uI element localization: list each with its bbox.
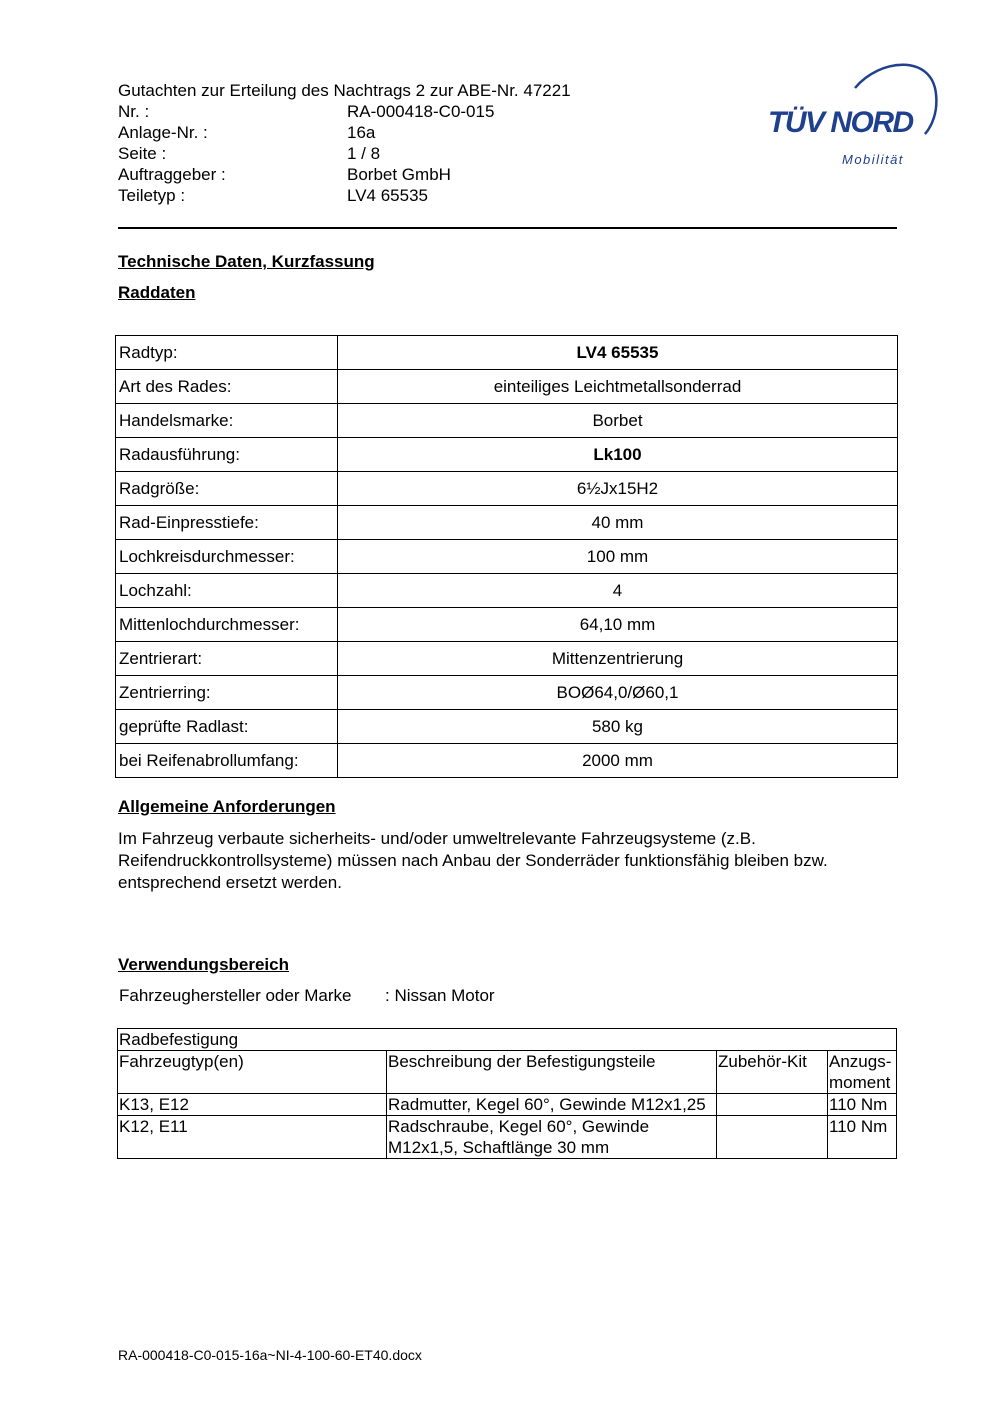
table-row xyxy=(116,540,898,574)
header-row-attachment xyxy=(118,122,571,143)
header-label: Anlage-Nr. : xyxy=(118,123,208,142)
column-header: Fahrzeugtyp(en) xyxy=(118,1051,387,1094)
heading-usage-range: Verwendungsbereich xyxy=(118,955,289,974)
row-key: Mittenlochdurchmesser: xyxy=(116,608,338,642)
row-value: BOØ64,0/Ø60,1 xyxy=(338,676,898,710)
header-label: Teiletyp : xyxy=(118,186,186,205)
header-value: RA-000418-C0-015 xyxy=(347,102,495,121)
cell-accessory-kit xyxy=(717,1094,828,1116)
table-row xyxy=(118,1094,897,1116)
row-key: bei Reifenabrollumfang: xyxy=(116,744,338,778)
column-header: Anzugs-moment xyxy=(828,1051,897,1094)
manufacturer-label: Fahrzeughersteller oder Marke xyxy=(119,986,352,1005)
row-key: geprüfte Radlast: xyxy=(116,710,338,744)
row-value: LV4 65535 xyxy=(338,336,898,370)
row-value: 64,10 mm xyxy=(338,608,898,642)
cell-description: Radschraube, Kegel 60°, Gewinde M12x1,5, Schaftlänge 30 mm xyxy=(387,1116,717,1159)
header-value: LV4 65535 xyxy=(347,186,428,205)
row-value: 4 xyxy=(338,574,898,608)
row-value: Borbet xyxy=(338,404,898,438)
wheel-fixing-table xyxy=(117,1028,897,1159)
row-value: 6½Jx15H2 xyxy=(338,472,898,506)
table-caption: Radbefestigung xyxy=(118,1029,897,1051)
row-key: Zentrierring: xyxy=(116,676,338,710)
cell-accessory-kit xyxy=(717,1116,828,1159)
cell-vehicle-types: K13, E12 xyxy=(118,1094,387,1116)
document-header xyxy=(118,80,571,206)
table-row xyxy=(116,404,898,438)
table-row xyxy=(116,506,898,540)
header-value: 1 / 8 xyxy=(347,144,381,163)
column-header: Zubehör-Kit xyxy=(717,1051,828,1094)
header-divider xyxy=(118,227,897,229)
logo-brand: TÜV NORD xyxy=(768,106,913,139)
row-value: 100 mm xyxy=(338,540,898,574)
row-key: Handelsmarke: xyxy=(116,404,338,438)
row-key: Radgröße: xyxy=(116,472,338,506)
table-row xyxy=(116,336,898,370)
row-key: Art des Rades: xyxy=(116,370,338,404)
cell-description: Radmutter, Kegel 60°, Gewinde M12x1,25 xyxy=(387,1094,717,1116)
row-value: einteiliges Leichtmetallsonderrad xyxy=(338,370,898,404)
table-row xyxy=(116,608,898,642)
table-header-row xyxy=(118,1051,897,1094)
row-key: Radausführung: xyxy=(116,438,338,472)
general-requirements-text: Im Fahrzeug verbaute sicherheits- und/oder umweltrelevante Fahrzeugsysteme (z.B. Reifendruckkontrollsysteme) müssen nach Anbau der Sonderräder funktionsfähig bleiben bzw. entsprechend ersetzt werden. xyxy=(118,829,828,892)
cell-torque: 110 Nm xyxy=(828,1116,897,1159)
manufacturer-value: : Nissan Motor xyxy=(385,986,495,1005)
row-value: 580 kg xyxy=(338,710,898,744)
table-row xyxy=(116,370,898,404)
report-title: Gutachten zur Erteilung des Nachtrags 2 zur ABE-Nr. 47221 xyxy=(118,81,571,100)
row-value: 2000 mm xyxy=(338,744,898,778)
header-row-client xyxy=(118,164,571,185)
row-key: Radtyp: xyxy=(116,336,338,370)
row-value: Lk100 xyxy=(338,438,898,472)
table-row xyxy=(116,574,898,608)
heading-wheel-data: Raddaten xyxy=(118,283,196,302)
heading-technical-data: Technische Daten, Kurzfassung xyxy=(118,252,375,271)
table-row xyxy=(116,744,898,778)
table-row xyxy=(116,710,898,744)
table-row xyxy=(116,676,898,710)
logo-subtitle: Mobilität xyxy=(842,152,904,167)
table-caption-row xyxy=(118,1029,897,1051)
header-label: Seite : xyxy=(118,144,167,163)
header-row-page xyxy=(118,143,571,164)
footer-filename: RA-000418-C0-015-16a~NI-4-100-60-ET40.docx xyxy=(118,1347,422,1363)
header-row-part-type xyxy=(118,185,571,206)
vehicle-manufacturer-line xyxy=(119,986,495,1006)
header-value: Borbet GmbH xyxy=(347,165,451,184)
row-key: Rad-Einpresstiefe: xyxy=(116,506,338,540)
cell-vehicle-types: K12, E11 xyxy=(118,1116,387,1159)
header-label: Auftraggeber : xyxy=(118,165,226,184)
cell-torque: 110 Nm xyxy=(828,1094,897,1116)
row-key: Lochzahl: xyxy=(116,574,338,608)
column-header: Beschreibung der Befestigungsteile xyxy=(387,1051,717,1094)
header-row-number xyxy=(118,101,571,122)
header-value: 16a xyxy=(347,123,376,142)
row-key: Zentrierart: xyxy=(116,642,338,676)
table-row xyxy=(116,642,898,676)
row-key: Lochkreisdurchmesser: xyxy=(116,540,338,574)
table-row xyxy=(116,472,898,506)
table-row xyxy=(118,1116,897,1159)
tuv-nord-logo xyxy=(760,56,945,171)
wheel-data-table xyxy=(115,335,898,778)
table-row xyxy=(116,438,898,472)
row-value: Mittenzentrierung xyxy=(338,642,898,676)
heading-general-requirements: Allgemeine Anforderungen xyxy=(118,797,336,816)
row-value: 40 mm xyxy=(338,506,898,540)
header-label: Nr. : xyxy=(118,102,150,121)
